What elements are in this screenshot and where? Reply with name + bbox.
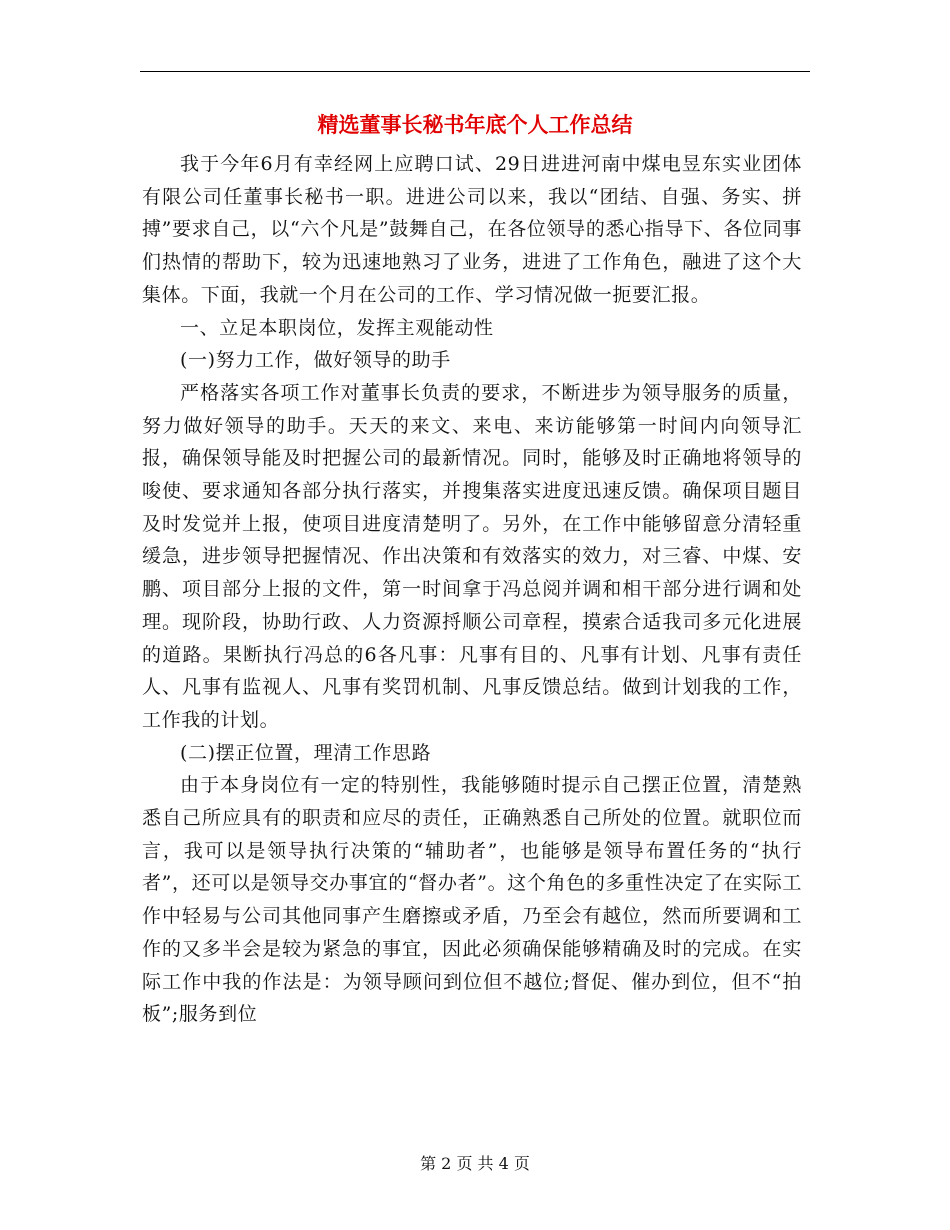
- section-heading-1: 一、立足本职岗位，发挥主观能动性: [180, 316, 494, 339]
- header-rule: [140, 71, 810, 72]
- paragraph-intro: 我于今年6月有幸经网上应聘口试、29日进进河南中煤电昱东实业团体有限公司任董事长秘书一职。进进公司以来，我以“团结、自强、务实、拼搏”要求自己，以“六个凡是”鼓舞自己，在各位领导的悉心指导下、各位同事们热情的帮助下，较为迅速地熟习了业务，进进了工作角色，融进了这个大集体。下面，我就一个月在公司的工作、学习情况做一扼要汇报。: [142, 153, 802, 306]
- document-body: [142, 148, 802, 1031]
- subsection-heading-1: (一)努力工作，做好领导的助手: [180, 349, 451, 372]
- document-title: 精选董事长秘书年底个人工作总结: [317, 112, 633, 137]
- subsection-heading-2: (二)摆正位置，理清工作思路: [180, 741, 432, 764]
- paragraph-assistant: 严格落实各项工作对董事长负责的要求，不断进步为领导服务的质量，努力做好领导的助手。天天的来文、来电、来访能够第一时间内向领导汇报，确保领导能及时把握公司的最新情况。同时，能够及时正确地将领导的唆使、要求通知各部分执行落实，并搜集落实进度迅速反馈。确保项目题目及时发觉并上报，使项目进度清楚明了。另外，在工作中能够留意分清轻重缓急，进步领导把握情况、作出决策和有效落实的效力，对三睿、中煤、安鹏、项目部分上报的文件，第一时间拿于冯总阅并调和相干部分进行调和处理。现阶段，协助行政、人力资源捋顺公司章程，摸索合适我司多元化进展的道路。果断执行冯总的6各凡事：凡事有目的、凡事有计划、凡事有责任人、凡事有监视人、凡事有奖罚机制、凡事反馈总结。做到计划我的工作，工作我的计划。: [142, 381, 802, 731]
- paragraph-position: 由于本身岗位有一定的特别性，我能够随时提示自己摆正位置，清楚熟悉自己所应具有的职责和应尽的责任，正确熟悉自己所处的位置。就职位而言，我可以是领导执行决策的“辅助者”，也能够是领导布置任务的“执行者”，还可以是领导交办事宜的“督办者”。这个角色的多重性决定了在实际工作中轻易与公司其他同事产生磨擦或矛盾，乃至会有越位，然而所要调和工作的又多半会是较为紧急的事宜，因此必须确保能够精确及时的完成。在实际工作中我的作法是：为领导顾问到位但不越位;督促、催办到位，但不“拍板”;服务到位: [142, 774, 802, 1026]
- page-footer: 第 2 页 共 4 页: [420, 1154, 530, 1173]
